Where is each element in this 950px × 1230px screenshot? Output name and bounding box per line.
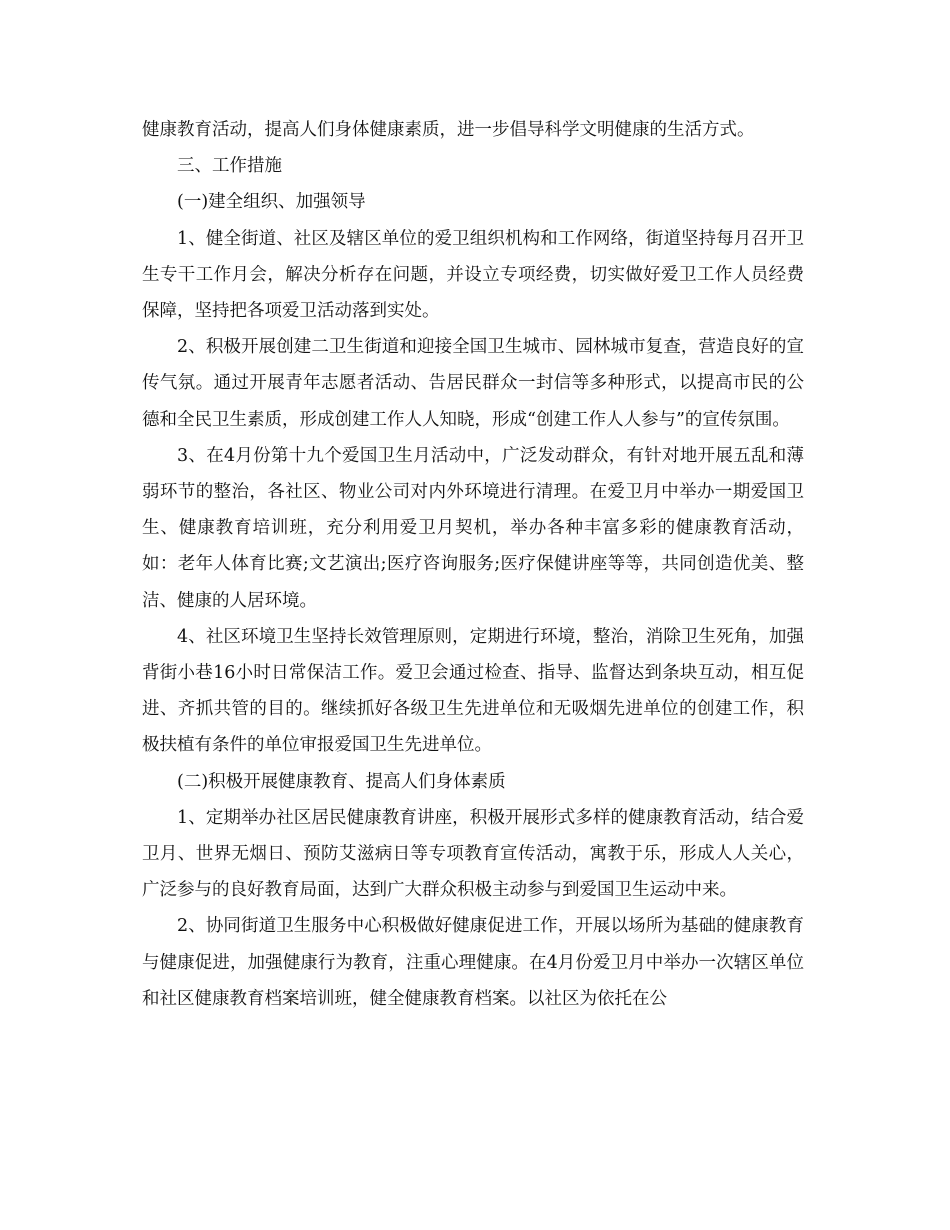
document-body xyxy=(142,112,804,1017)
paragraph-item-2: 2、积极开展创建二卫生街道和迎接全国卫生城市、园林城市复查，营造良好的宣传气氛。通过开展青年志愿者活动、告居民群众一封信等多种形式，以提高市民的公德和全民卫生素质，形成创建工作人人知晓，形成“创建工作人人参与”的宣传氛围。 xyxy=(142,337,804,430)
paragraph-item-1: 1、健全街道、社区及辖区单位的爱卫组织机构和工作网络，街道坚持每月召开卫生专干工作月会，解决分析存在问题，并设立专项经费，切实做好爱卫工作人员经费保障，坚持把各项爱卫活动落到实处。 xyxy=(142,228,804,322)
paragraph-continuation: 健康教育活动，提高人们身体健康素质，进一步倡导科学文明健康的生活方式。 xyxy=(142,120,755,140)
section-heading-work-measures: 三、工作措施 xyxy=(177,156,282,177)
paragraph-item-3: 3、在4月份第十九个爱国卫生月活动中，广泛发动群众，有针对地开展五乱和薄弱环节的整治，各社区、物业公司对内外环境进行清理。在爱卫月中举办一期爱国卫生、健康教育培训班，充分利用爱卫月契机，举办各种丰富多彩的健康教育活动，如：老年人体育比赛;文艺演出;医疗咨询服务;医疗保健讲座等等，共同创造优美、整洁、健康的人居环境。 xyxy=(142,445,804,611)
paragraph-health-item-2: 2、协同街道卫生服务中心积极做好健康促进工作，开展以场所为基础的健康教育与健康促进，加强健康行为教育，注重心理健康。在4月份爱卫月中举办一次辖区单位和社区健康教育档案培训班，健全健康教育档案。以社区为依托在公 xyxy=(142,916,804,1009)
subheading-health-education: (二)积极开展健康教育、提高人们身体素质 xyxy=(177,771,506,792)
paragraph-item-4: 4、社区环境卫生坚持长效管理原则，定期进行环境，整治，消除卫生死角，加强背街小巷16小时日常保洁工作。爱卫会通过检查、指导、监督达到条块互动，相互促进、齐抓共管的目的。继续抓好各级卫生先进单位和无吸烟先进单位的创建工作，积极扶植有条件的单位审报爱国卫生先进单位。 xyxy=(142,626,804,756)
subheading-organization: (一)建全组织、加强领导 xyxy=(177,192,366,213)
paragraph-health-item-1: 1、定期举办社区居民健康教育讲座，积极开展形式多样的健康教育活动，结合爱卫月、世界无烟日、预防艾滋病日等专项教育宣传活动，寓教于乐，形成人人关心，广泛参与的良好教育局面，达到广大群众积极主动参与到爱国卫生运动中来。 xyxy=(142,807,804,901)
